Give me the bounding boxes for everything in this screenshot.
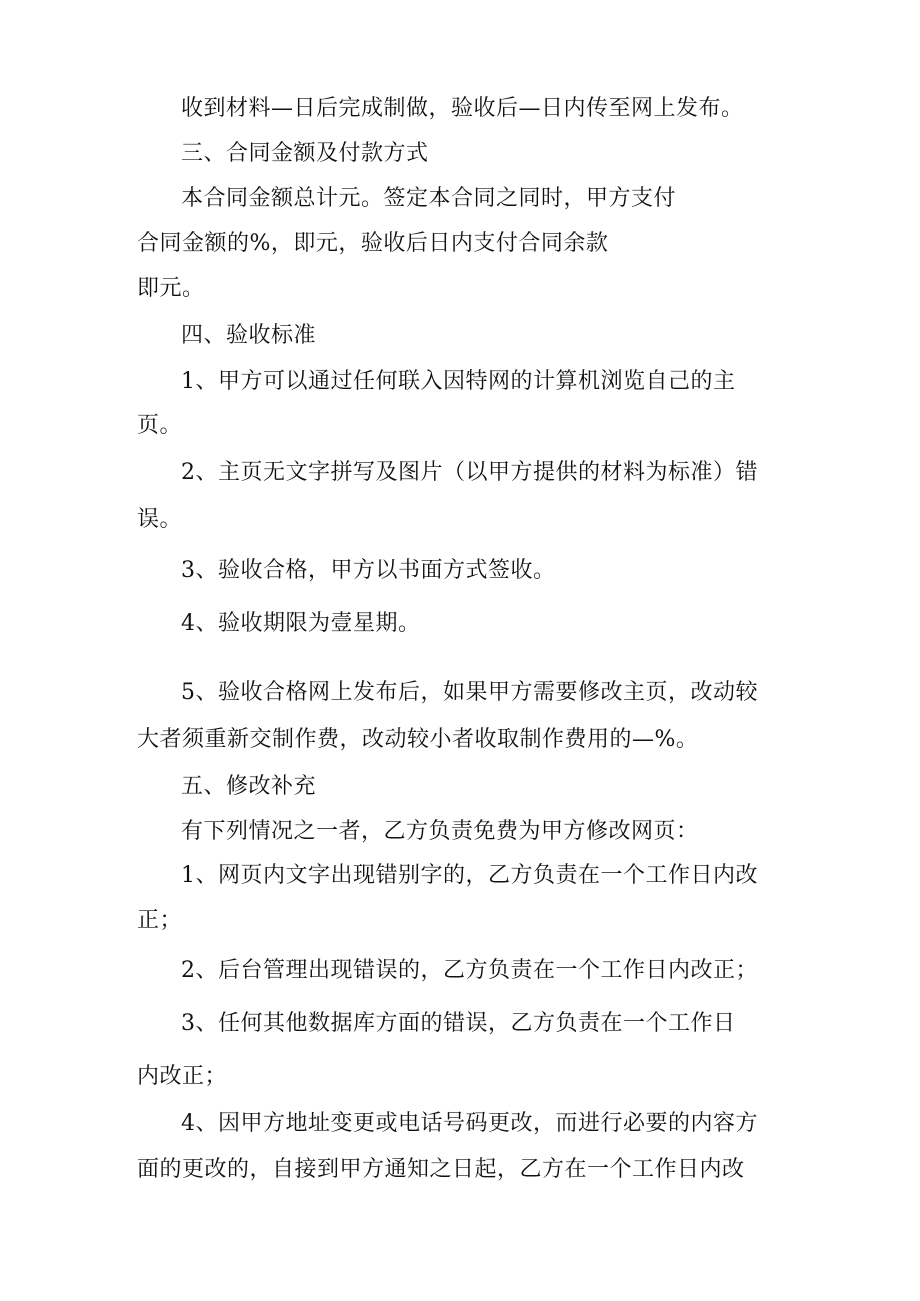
text-line: 3、验收合格，甲方以书面方式签收。 [181, 558, 556, 583]
text-line: 1、网页内文字出现错别字的，乙方负责在一个工作日内改 [181, 863, 758, 888]
text-line: 正； [137, 908, 183, 933]
text-line: 本合同金额总计元。签定本合同之同时，甲方支付 [181, 186, 677, 211]
text-line: 内改正； [137, 1064, 228, 1089]
text-line: 页。 [137, 413, 183, 438]
text-line: 即元。 [137, 276, 205, 301]
text-line: 误。 [137, 507, 183, 532]
text-line: 2、后台管理出现错误的，乙方负责在一个工作日内改正； [181, 958, 758, 983]
text-line: 5、验收合格网上发布后，如果甲方需要修改主页，改动较 [181, 680, 758, 705]
text-line: 面的更改的，自接到甲方通知之日起，乙方在一个工作日内改 [137, 1157, 745, 1182]
text-line: 合同金额的%，即元，验收后日内支付合同余款 [137, 231, 609, 256]
text-line: 4、验收期限为壹星期。 [181, 611, 421, 636]
text-line: 收到材料—日后完成制做，验收后—日内传至网上发布。 [181, 96, 744, 121]
section-heading: 三、合同金额及付款方式 [181, 141, 429, 166]
text-line: 大者须重新交制作费，改动较小者收取制作费用的—%。 [137, 727, 699, 752]
text-line: 2、主页无文字拼写及图片（以甲方提供的材料为标准）错 [181, 460, 758, 485]
text-line: 1、甲方可以通过任何联入因特网的计算机浏览自己的主 [181, 369, 736, 394]
text-line: 3、任何其他数据库方面的错误，乙方负责在一个工作日 [181, 1011, 736, 1036]
text-line: 4、因甲方地址变更或电话号码更改，而进行必要的内容方 [181, 1111, 758, 1136]
section-heading: 四、验收标准 [181, 323, 317, 348]
text-line: 有下列情况之一者，乙方负责免费为甲方修改网页： [181, 819, 699, 844]
section-heading: 五、修改补充 [181, 774, 317, 799]
